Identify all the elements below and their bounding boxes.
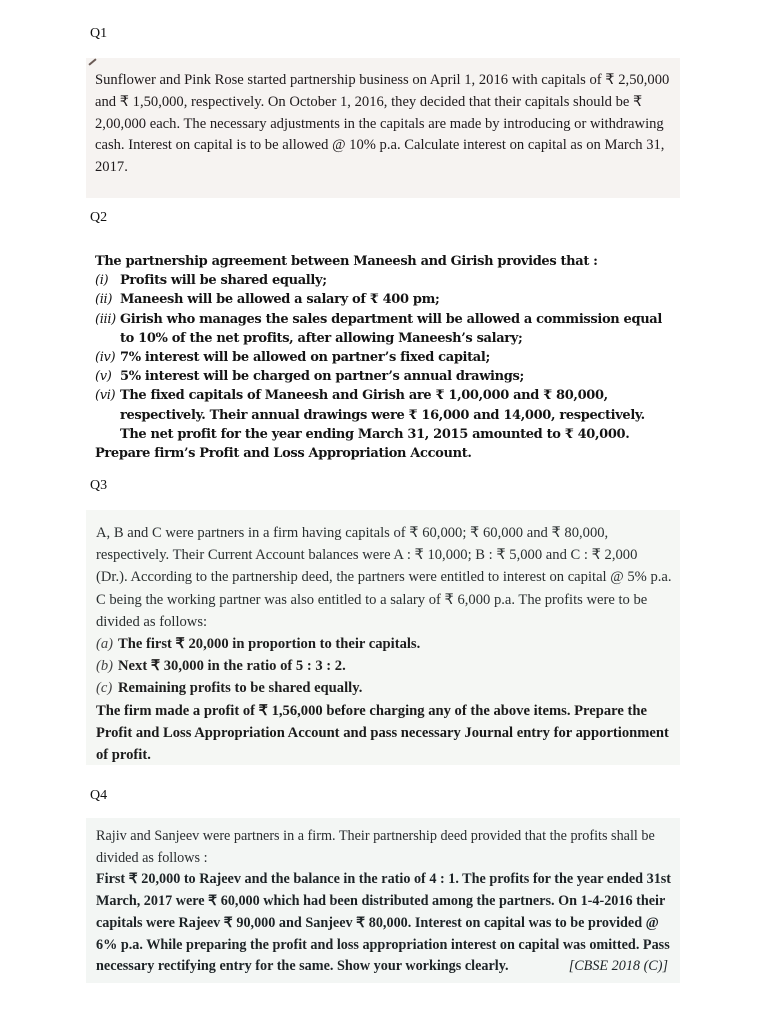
list-item [96, 677, 672, 699]
item-text: 7% interest will be allowed on partner’s fixed capital; [120, 350, 490, 366]
item-number: (b) [96, 658, 114, 675]
source-reference: [CBSE 2018 (C)] [568, 958, 668, 975]
item-number: (iii) [95, 311, 116, 327]
list-item [95, 271, 674, 290]
list-item [95, 348, 674, 367]
list-item [95, 386, 674, 444]
question-4-body [96, 869, 672, 978]
item-number: (a) [96, 636, 114, 653]
question-1-label: Q1 [90, 26, 108, 41]
list-item [95, 290, 674, 309]
item-number: (vi) [95, 388, 116, 404]
item-text: The fixed capitals of Maneesh and Girish are ₹ 1,00,000 and ₹ 80,000, respectively. Their annual drawings were ₹ 16,000 and 14,000, respectively. The net profit for the year ending March 31, 2015 amounted to ₹ 40,000. [120, 388, 645, 442]
item-number: (ii) [95, 292, 113, 308]
item-text: The first ₹ 20,000 in proportion to their capitals. [118, 636, 421, 653]
list-item [96, 655, 672, 677]
question-4-label: Q4 [90, 788, 108, 803]
question-3-closing: The firm made a profit of ₹ 1,56,000 before charging any of the above items. Prepare the Profit and Loss Appropriation Account and pass necessary Journal entry for apportionment of profit. [96, 702, 669, 764]
question-3-block [86, 510, 680, 765]
question-4-block [86, 818, 680, 983]
item-number: (iv) [95, 350, 116, 366]
list-item [96, 633, 672, 655]
item-text: 5% interest will be charged on partner’s annual drawings; [120, 369, 524, 385]
item-number: (i) [95, 273, 109, 289]
item-text: Maneesh will be allowed a salary of ₹ 400 pm; [120, 292, 440, 308]
item-number: (c) [96, 680, 113, 697]
question-2-intro: The partnership agreement between Maneesh and Girish provides that : [95, 254, 598, 269]
question-4-body-text: First ₹ 20,000 to Rajeev and the balance in the ratio of 4 : 1. The profits for the year ended 31st March, 2017 were ₹ 60,000 which had been distributed among the partners. On 1-4-2016 their capitals were Rajeev ₹ 90,000 and Sanjeev ₹ 80,000. Interest on capital was to be provided @ 6% p.a. While preparing the profit and loss appropriation interest on capital was omitted. Pass necessary rectifying entry for the same. Show your workings clearly. [96, 871, 672, 975]
question-3-intro: A, B and C were partners in a firm having capitals of ₹ 60,000; ₹ 60,000 and ₹ 80,000, respectively. Their Current Account balances were A : ₹ 10,000; B : ₹ 5,000 and C : ₹ 2,000 (Dr.). According to the partnership deed, the partners were entitled to interest on capital @ 5% p.a. C being the working partner was also entitled to a salary of ₹ 6,000 p.a. The profits were to be divided as follows: [96, 525, 672, 630]
item-number: (v) [95, 369, 112, 385]
list-item [95, 367, 674, 386]
question-2-block [86, 245, 680, 465]
question-3-label: Q3 [90, 478, 108, 493]
item-text: Next ₹ 30,000 in the ratio of 5 : 3 : 2. [118, 658, 346, 675]
question-1-text: Sunflower and Pink Rose started partnership business on April 1, 2016 with capitals of ₹ 2,50,000 and ₹ 1,50,000, respectively. On October 1, 2016, they decided that their capitals should be ₹ 2,00,000 each. The necessary adjustments in the capitals are made by introducing or withdrawing cash. Interest on capital is to be allowed @ 10% p.a. Calculate interest on capital as on March 31, 2017. [95, 72, 670, 176]
item-text: Profits will be shared equally; [120, 273, 327, 289]
question-2-label: Q2 [90, 210, 108, 225]
item-text: Girish who manages the sales department will be allowed a commission equal to 10% of the net profits, after allowing Maneesh’s salary; [120, 311, 662, 346]
question-4-intro: Rajiv and Sanjeev were partners in a firm. Their partnership deed provided that the profits shall be divided as follows : [96, 828, 655, 866]
list-item [95, 310, 674, 348]
question-2-closing: Prepare firm’s Profit and Loss Appropriation Account. [95, 446, 472, 462]
question-1-block [86, 58, 680, 198]
item-text: Remaining profits to be shared equally. [118, 680, 363, 697]
